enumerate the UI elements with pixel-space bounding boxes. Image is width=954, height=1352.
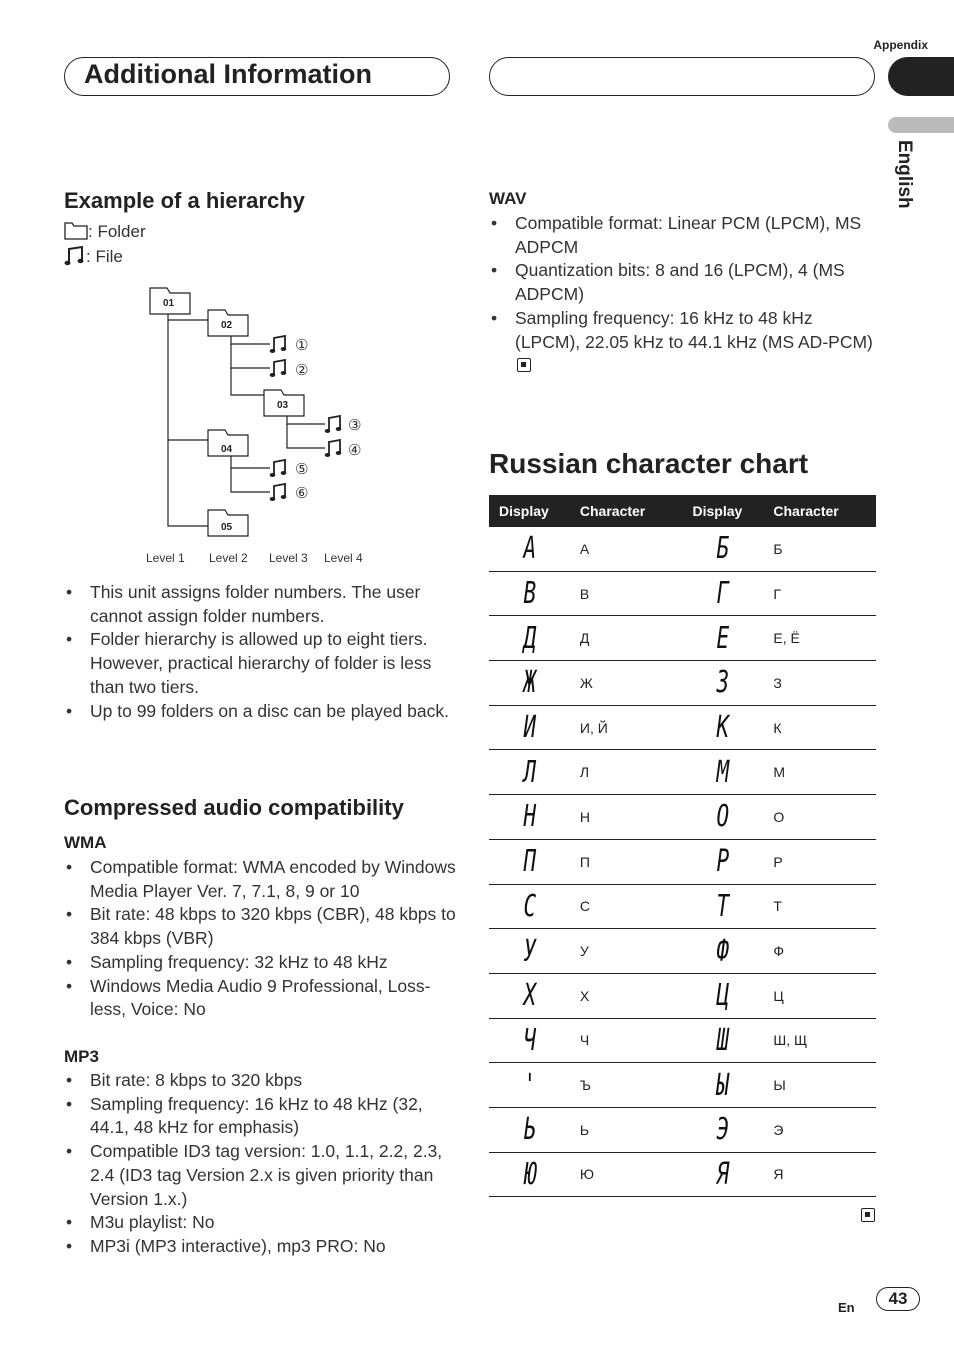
character-cell: Я [763, 1152, 876, 1197]
character-cell: С [570, 884, 683, 929]
wma-heading: WMA [64, 833, 107, 852]
character-cell: И, Й [570, 705, 683, 750]
table-row [489, 571, 876, 616]
display-glyph: Ш [716, 1022, 729, 1058]
list-item: • M3u playlist: No [64, 1211, 456, 1235]
display-glyph: И [523, 710, 536, 746]
list-item-text: Sampling frequency: 16 kHz to 48 kHz (LPCM), 22.05 kHz to 44.1 kHz (MS AD-PCM) [515, 307, 873, 352]
display-glyph-cell [489, 1152, 570, 1197]
character-cell: Ф [763, 929, 876, 974]
folder-label: 05 [221, 522, 233, 533]
table-row [489, 1063, 876, 1108]
display-glyph-cell [682, 929, 763, 974]
russian-heading: Russian character chart [489, 448, 809, 479]
compressed-heading: Compressed audio compatibility [64, 795, 404, 820]
list-item: • Compatible format: Linear PCM (LPCM), MS ADPCM [489, 212, 874, 259]
legend-file-text: : File [86, 247, 123, 266]
table-row [489, 616, 876, 661]
display-glyph-cell [682, 839, 763, 884]
display-glyph: Ф [716, 933, 729, 969]
display-glyph: P [716, 844, 729, 880]
display-glyph: Д [523, 620, 536, 656]
folder-label: 01 [163, 298, 175, 309]
table-row [489, 839, 876, 884]
character-cell: Ю [570, 1152, 683, 1197]
display-glyph-cell [682, 750, 763, 795]
list-item: • Bit rate: 8 kbps to 320 kbps [64, 1069, 456, 1093]
file-number: ② [295, 361, 309, 379]
table-row [489, 973, 876, 1018]
display-glyph: A [523, 531, 536, 567]
character-cell: Ж [570, 661, 683, 706]
table-row [489, 750, 876, 795]
blank-header-frame [489, 57, 875, 96]
level-label: Level 4 [324, 551, 363, 565]
level-label: Level 2 [209, 551, 248, 565]
music-note-icon [270, 484, 287, 501]
display-glyph-cell [682, 527, 763, 571]
display-glyph: Б [716, 531, 729, 567]
language-tab-label: English [894, 140, 915, 209]
file-number: ⑤ [295, 460, 309, 478]
display-glyph: B [523, 576, 536, 612]
character-cell: В [570, 571, 683, 616]
display-glyph: E [716, 620, 729, 656]
list-item: • Folder hierarchy is allowed up to eight tiers. However, practical hierarchy of folder is less than two tiers. [64, 628, 456, 699]
display-glyph-cell [682, 884, 763, 929]
display-glyph-cell [489, 1063, 570, 1108]
display-glyph: Ц [716, 978, 729, 1014]
display-glyph: O [716, 799, 729, 835]
legend-file [64, 246, 123, 267]
display-glyph-cell [489, 929, 570, 974]
character-cell: М [763, 750, 876, 795]
list-item: • MP3i (MP3 interactive), mp3 PRO: No [64, 1235, 456, 1259]
character-cell: Ъ [570, 1063, 683, 1108]
table-row [489, 705, 876, 750]
display-glyph: X [523, 978, 536, 1014]
list-item: • Up to 99 folders on a disc can be played back. [64, 700, 456, 724]
character-cell: У [570, 929, 683, 974]
display-glyph: H [523, 799, 536, 835]
list-item: • Sampling frequency: 32 kHz to 48 kHz [64, 951, 456, 975]
display-glyph-cell [489, 616, 570, 661]
wav-heading: WAV [489, 189, 527, 208]
display-glyph-cell [682, 1107, 763, 1152]
display-glyph: K [716, 710, 729, 746]
footer-language: En [838, 1300, 855, 1315]
display-glyph: Г [716, 576, 729, 612]
display-glyph-cell [682, 571, 763, 616]
list-item: • Windows Media Audio 9 Professional, Loss-less, Voice: No [64, 975, 456, 1022]
table-row [489, 1107, 876, 1152]
music-note-icon [270, 460, 287, 477]
mp3-list [64, 1069, 456, 1259]
folder-label: 03 [277, 400, 289, 411]
section-label: Appendix [873, 38, 928, 52]
display-glyph-cell [489, 705, 570, 750]
table-row [489, 1152, 876, 1197]
end-of-section-icon [861, 1208, 875, 1222]
page-number: 43 [876, 1287, 920, 1311]
display-glyph-cell [489, 839, 570, 884]
folder-label: 02 [221, 320, 233, 331]
hierarchy-heading: Example of a hierarchy [64, 188, 305, 213]
table-row [489, 929, 876, 974]
column-header: Display [489, 495, 570, 527]
display-glyph-cell [682, 1018, 763, 1063]
file-number: ④ [348, 441, 362, 459]
list-item: • Sampling frequency: 16 kHz to 48 kHz (32, 44.1, 48 kHz for emphasis) [64, 1093, 456, 1140]
table-row [489, 795, 876, 840]
language-tab-bar [888, 117, 954, 133]
page-title: Additional Information [84, 59, 372, 89]
character-cell: З [763, 661, 876, 706]
music-note-icon [64, 246, 86, 266]
mp3-heading: MP3 [64, 1047, 99, 1066]
display-glyph: ' [523, 1067, 536, 1103]
character-cell: Ь [570, 1107, 683, 1152]
character-cell: О [763, 795, 876, 840]
character-cell: Ш, Щ [763, 1018, 876, 1063]
character-cell: Ы [763, 1063, 876, 1108]
display-glyph: Э [716, 1112, 729, 1148]
file-number: ⑥ [295, 484, 309, 502]
table-row [489, 527, 876, 571]
display-glyph: Ы [716, 1067, 729, 1103]
display-glyph-cell [682, 705, 763, 750]
display-glyph-cell [489, 973, 570, 1018]
wav-list [489, 212, 874, 378]
character-cell: Ч [570, 1018, 683, 1063]
column-header: Character [570, 495, 683, 527]
character-cell: Х [570, 973, 683, 1018]
list-item: • Bit rate: 48 kbps to 320 kbps (CBR), 48 kbps to 384 kbps (VBR) [64, 903, 456, 950]
list-item: • Quantization bits: 8 and 16 (LPCM), 4 (MS ADPCM) [489, 259, 874, 306]
character-cell: Э [763, 1107, 876, 1152]
display-glyph: З [716, 665, 729, 701]
display-glyph: П [523, 844, 536, 880]
character-cell: Е, Ё [763, 616, 876, 661]
display-glyph-cell [682, 1152, 763, 1197]
display-glyph-cell [682, 973, 763, 1018]
section-tab [888, 57, 954, 96]
character-cell: Б [763, 527, 876, 571]
russian-chart-table [489, 495, 876, 1197]
legend-folder [64, 222, 146, 242]
column-header: Character [763, 495, 876, 527]
display-glyph: У [523, 933, 536, 969]
display-glyph-cell [682, 795, 763, 840]
display-glyph-cell [489, 1107, 570, 1152]
character-cell: Д [570, 616, 683, 661]
display-glyph-cell [489, 571, 570, 616]
display-glyph-cell [489, 750, 570, 795]
character-cell: Л [570, 750, 683, 795]
music-note-icon [270, 360, 287, 377]
character-cell: Г [763, 571, 876, 616]
display-glyph-cell [682, 1063, 763, 1108]
level-label: Level 3 [269, 551, 308, 565]
display-glyph: T [716, 888, 729, 924]
display-glyph-cell [682, 616, 763, 661]
display-glyph: Л [523, 754, 536, 790]
list-item [489, 307, 874, 378]
display-glyph-cell [489, 527, 570, 571]
character-cell: К [763, 705, 876, 750]
hierarchy-diagram [140, 280, 420, 570]
wma-list [64, 856, 456, 1022]
table-row [489, 1018, 876, 1063]
music-note-icon [270, 336, 287, 353]
display-glyph-cell [489, 884, 570, 929]
character-cell: П [570, 839, 683, 884]
music-note-icon [325, 440, 342, 457]
character-cell: Н [570, 795, 683, 840]
file-number: ③ [348, 416, 362, 434]
folder-label: 04 [221, 444, 233, 455]
display-glyph: Ь [523, 1112, 536, 1148]
column-header: Display [682, 495, 763, 527]
folder-icon [64, 222, 88, 240]
list-item: • This unit assigns folder numbers. The user cannot assign folder numbers. [64, 581, 456, 628]
display-glyph: Ж [523, 665, 536, 701]
display-glyph: C [523, 888, 536, 924]
hierarchy-notes [64, 581, 456, 723]
display-glyph: Я [716, 1156, 729, 1192]
legend-folder-text: : Folder [88, 222, 146, 241]
character-cell: Р [763, 839, 876, 884]
display-glyph-cell [682, 661, 763, 706]
display-glyph-cell [489, 795, 570, 840]
display-glyph: Ч [523, 1022, 536, 1058]
table-row [489, 884, 876, 929]
table-row [489, 661, 876, 706]
end-of-section-icon [517, 358, 531, 372]
table-header-row [489, 495, 876, 527]
display-glyph: M [716, 754, 729, 790]
character-cell: Ц [763, 973, 876, 1018]
character-cell: Т [763, 884, 876, 929]
character-cell: А [570, 527, 683, 571]
display-glyph-cell [489, 661, 570, 706]
file-number: ① [295, 336, 309, 354]
display-glyph: Ю [523, 1156, 536, 1192]
list-item: • Compatible ID3 tag version: 1.0, 1.1, 2.2, 2.3, 2.4 (ID3 tag Version 2.x is given priority than Version 1.x.) [64, 1140, 456, 1211]
display-glyph-cell [489, 1018, 570, 1063]
list-item: • Compatible format: WMA encoded by Windows Media Player Ver. 7, 7.1, 8, 9 or 10 [64, 856, 456, 903]
music-note-icon [325, 416, 342, 433]
level-label: Level 1 [146, 551, 185, 565]
